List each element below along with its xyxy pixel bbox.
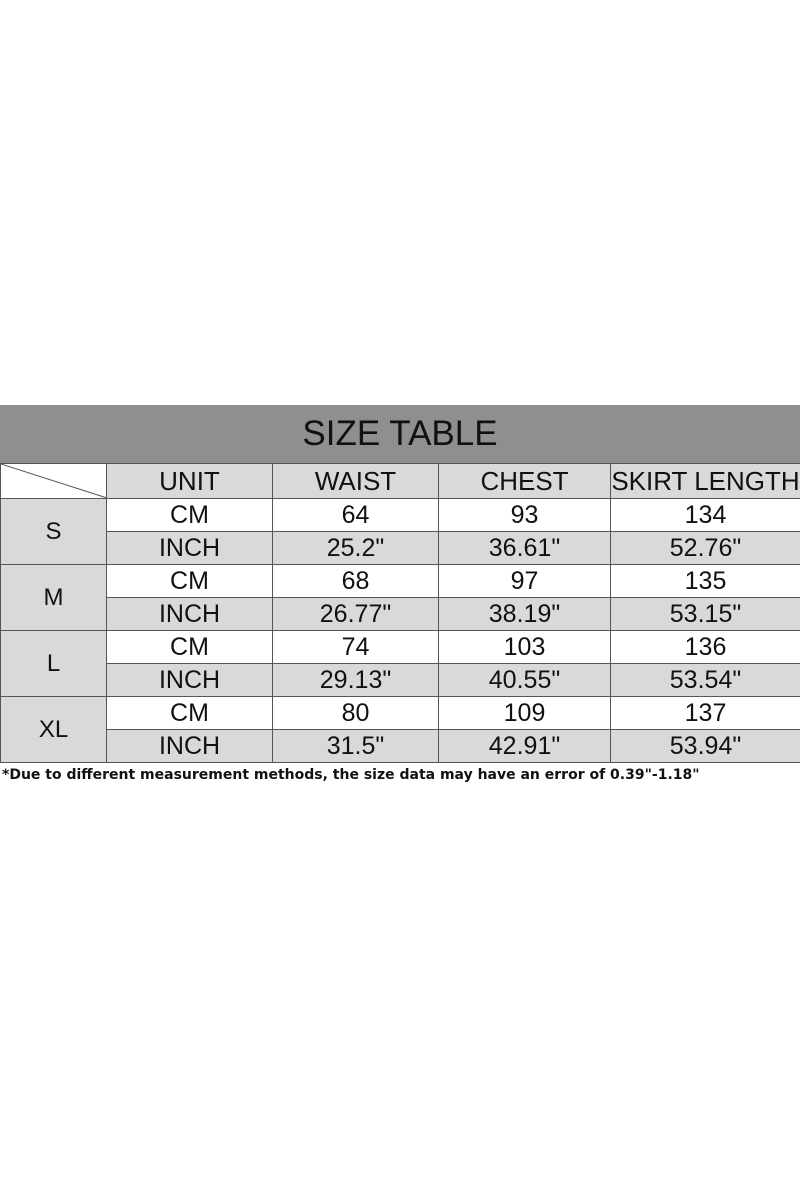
size-label-l: L [1, 631, 107, 697]
waist-cell: 74 [273, 631, 439, 664]
waist-cell: 80 [273, 697, 439, 730]
table-row-xl-inch [1, 730, 800, 763]
header-waist: WAIST [273, 464, 439, 499]
chest-cell: 36.61" [439, 532, 611, 565]
corner-cell [1, 464, 107, 499]
skirt-length-cell: 53.94" [611, 730, 800, 763]
table-row-l-cm [1, 631, 800, 664]
unit-cell: INCH [107, 730, 273, 763]
unit-cell: CM [107, 499, 273, 532]
chest-cell: 38.19" [439, 598, 611, 631]
header-row [1, 464, 800, 499]
table-row-xl-cm [1, 697, 800, 730]
waist-cell: 25.2" [273, 532, 439, 565]
skirt-length-cell: 52.76" [611, 532, 800, 565]
size-table [0, 463, 800, 763]
table-row-s-cm [1, 499, 800, 532]
unit-cell: CM [107, 697, 273, 730]
waist-cell: 64 [273, 499, 439, 532]
waist-cell: 29.13" [273, 664, 439, 697]
table-row-m-cm [1, 565, 800, 598]
chest-cell: 40.55" [439, 664, 611, 697]
chest-cell: 97 [439, 565, 611, 598]
size-table-block [0, 405, 800, 783]
chest-cell: 103 [439, 631, 611, 664]
skirt-length-cell: 136 [611, 631, 800, 664]
skirt-length-cell: 135 [611, 565, 800, 598]
table-title: SIZE TABLE [0, 405, 800, 463]
chest-cell: 109 [439, 697, 611, 730]
header-chest: CHEST [439, 464, 611, 499]
size-label-xl: XL [1, 697, 107, 763]
unit-cell: CM [107, 631, 273, 664]
unit-cell: INCH [107, 598, 273, 631]
skirt-length-cell: 134 [611, 499, 800, 532]
header-skirt-length: SKIRT LENGTH [611, 464, 800, 499]
size-label-m: M [1, 565, 107, 631]
corner-diagonal-line [1, 464, 107, 498]
waist-cell: 68 [273, 565, 439, 598]
skirt-length-cell: 137 [611, 697, 800, 730]
chest-cell: 42.91" [439, 730, 611, 763]
waist-cell: 31.5" [273, 730, 439, 763]
header-unit: UNIT [107, 464, 273, 499]
table-row-m-inch [1, 598, 800, 631]
skirt-length-cell: 53.15" [611, 598, 800, 631]
chest-cell: 93 [439, 499, 611, 532]
unit-cell: CM [107, 565, 273, 598]
table-row-s-inch [1, 532, 800, 565]
skirt-length-cell: 53.54" [611, 664, 800, 697]
size-label-s: S [1, 499, 107, 565]
unit-cell: INCH [107, 532, 273, 565]
waist-cell: 26.77" [273, 598, 439, 631]
unit-cell: INCH [107, 664, 273, 697]
table-row-l-inch [1, 664, 800, 697]
measurement-footnote: *Due to different measurement methods, the size data may have an error of 0.39"-1.18" [2, 767, 700, 783]
